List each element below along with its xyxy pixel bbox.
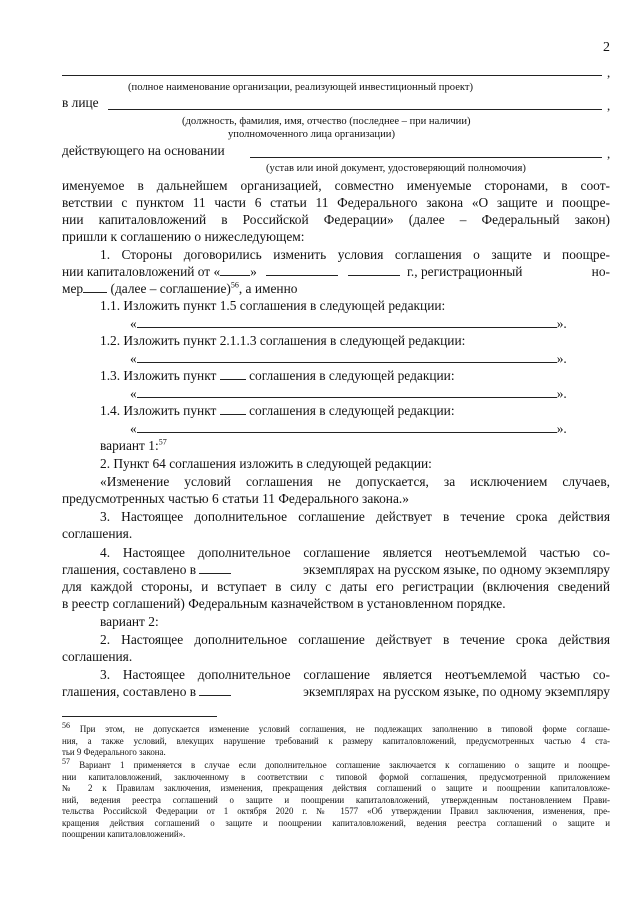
basis-field [250,157,602,158]
footnote-56: $^{56}$ При этом, не допускается изменение условий соглашения, не подлежащих заполнению в типовой форме соглаше- ния, а также условий, влекущих нарушение требований к размеру капиталовложений, предусмотренных частью 4 ста- тьи 9 Федерального закона. [62,721,610,757]
person-caption-2: уполномоченного лица организации) [228,129,395,140]
page-number: 2 [603,40,610,55]
v2-p3-line-2: глашения, составлено в экземплярах на русском языке, по одному экземпляру [62,684,610,699]
copies-count-field [199,684,231,696]
v1-p4-line-3: для каждой стороны, и вступает в силу с даты его регистрации (включения сведений [62,579,610,594]
org-name-field [62,75,602,76]
registration-number-field [83,281,107,293]
person-caption-1: (должность, фамилия, имя, отчество (последнее – при наличии) [182,116,471,127]
subitem-1-2: 1.2. Изложить пункт 2.1.1.3 соглашения в следующей редакции: [100,333,466,348]
clause-number-field [220,403,246,415]
v2-p3-line-1: 3. Настоящее дополнительное соглашение является неотъемлемой частью со- [100,667,610,682]
p1-line-1: 1. Стороны договорились изменить условия соглашения о защите и поощре- [100,247,610,262]
v1-p3-line-2: соглашения. [62,526,133,541]
document-page: 2 , (полное наименование организации, реализующей инвестиционный проект) в лице , (должность, фамилия, имя, отчество (последнее – при наличии) уполномоченного лица организации) действующего на основании , (устав или иной документ, удостоверяющий полномочия) именуемое в дальнейшем организацией, совместно именуемые сторонами, в соот- ветствии с пунктом 11 части 6 статьи 11 Федерального закона «О защите и поощре- нии капиталовложений в Российской Федерации» (далее – Федеральный закон) пришли к соглашению о нижеследующем: 1. Стороны договорились изменить условия соглашения о защите и поощре- нии капиталовложений от « » г., регистрационный но- мер (далее – соглашение)$^{56}$, а именно 1.1. Изложить пункт 1.5 соглашения в следующей редакции: « ». 1.2. Изложить пункт 2.1.1.3 соглашения в следующей редакции: « ». 1.3. Изложить пункт соглашения в следующей редакции: « ». 1.4. Изложить пункт соглашения в следующей редакции: « ». вариант 1:$^{57}$ 2. Пункт 64 соглашения изложить в следующей редакции: «Изменение условий соглашения не допускается, за исключением случаев, предусмотренных частью 6 статьи 11 Федерального закона.» 3. Настоящее дополнительное соглашение действует в течение срока действия соглашения. 4. Настоящее дополнительное соглашение является неотъемлемой частью со- глашения, составлено в экземплярах на русском языке, по одному экземпляру для каждой стороны, и вступает в силу с даты его регистрации (включения сведений в реестр соглашений) Федеральным казначейством в установленном порядке. вариант 2: 2. Настоящее дополнительное соглашение действует в течение срока действия соглашения. 3. Настоящее дополнительное соглашение является неотъемлемой частью со- глашения, составлено в экземплярах на русском языке, по одному экземпляру $^{56}$ При этом, не допускается изменение условий соглашения, не подлежащих заполнению в типовой форме соглаше- ния, а также условий, влекущих нарушение требований к размеру капиталовложений, предусмотренных частью 4 ста- тьи 9 Федерального закона. $^{57}$ Вариант 1 применяется в случае если дополнительное соглашение заключается к соглашению о защите и поощре- нии капиталовложений, заключенному в соответствии с типовой формой соглашения, предусмотренной приложением № 2 к Правилам заключения, изменения, прекращения действия соглашений о защите и поощрении капиталовложе- ний, ведения реестра соглашений о защите и поощрении капиталовложений, утвержденным постановлением Прави- тельства Российской Федерации от 1 октября 2020 г. № 1577 «Об утверждении Правил заключения, изменения, пре- кращения действия соглашений о защите и поощрении капиталовложений, ведения реестра соглашений о защите и поощрении капиталовложений». [62,40,611,839]
v1-p3-line-1: 3. Настоящее дополнительное соглашение действует в течение срока действия [100,509,610,524]
org-caption: (полное наименование организации, реализующей инвестиционный проект) [128,82,474,93]
year-field [348,264,400,276]
month-field [266,264,338,276]
intro-line-3: нии капиталовложений в Российской Федерации» (далее – Федеральный закон) [62,212,610,227]
p1-line-3: мер (далее – соглашение)$^{56}$, а именно [62,280,298,296]
footnote-57: $^{57}$ Вариант 1 применяется в случае если дополнительное соглашение заключается к соглашению о защите и поощре- нии капиталовложений, заключенному в соответствии с типовой формой соглашения, предусмотренной приложением № 2 к Правилам заключения, изменения, прекращения действия соглашений о защите и поощрении капиталовложе- ний, ведения реестра соглашений о защите и поощрении капиталовложений, утвержденным постановлением Прави- тельства Российской Федерации от 1 октября 2020 г. № 1577 «Об утверждении Правил заключения, изменения, пре- кращения действия соглашений о защите и поощрении капиталовложений, ведения реестра соглашений о защите и поощрении капиталовложений». [62,757,610,839]
copies-count-field [199,562,231,574]
v1-p2-line-3: предусмотренных частью 6 статьи 11 Федерального закона.» [62,491,409,506]
basis-label: действующего на основании [62,143,225,158]
intro-line-2: ветствии с пунктом 11 части 6 статьи 11 Федерального закона «О защите и поощре- [62,195,610,210]
clause-number-field [220,368,246,380]
subitem-1-1: 1.1. Изложить пункт 1.5 соглашения в следующей редакции: [100,298,446,313]
variant-1-label: вариант 1:$^{57}$ [100,437,167,453]
p1-line-2: нии капиталовложений от « » г., регистрационный но- [62,264,610,279]
v1-p4-line-2: глашения, составлено в экземплярах на русском языке, по одному экземпляру [62,562,610,577]
footnote-separator [62,716,217,717]
v1-p4-line-1: 4. Настоящее дополнительное соглашение является неотъемлемой частью со- [100,545,610,560]
variant-2-label: вариант 2: [100,614,159,629]
intro-line-1: именуемое в дальнейшем организацией, совместно именуемые сторонами, в соот- [62,178,610,193]
subitem-1-4: 1.4. Изложить пункт соглашения в следующей редакции: [100,403,455,418]
redaction-1-2: « ». [130,351,567,366]
redaction-1-4: « ». [130,421,567,436]
in-person-label: в лице [62,95,99,110]
intro-line-4: пришли к соглашению о нижеследующем: [62,229,305,244]
v2-p2-line-1: 2. Настоящее дополнительное соглашение действует в течение срока действия [100,632,610,647]
person-field [108,109,602,110]
v1-p2-line-2: «Изменение условий соглашения не допускается, за исключением случаев, [100,474,610,489]
subitem-1-3: 1.3. Изложить пункт соглашения в следующей редакции: [100,368,455,383]
day-field [220,264,250,276]
v2-p2-line-2: соглашения. [62,649,133,664]
redaction-1-3: « ». [130,386,567,401]
redaction-1-1: « ». [130,316,567,331]
v1-p2-line-1: 2. Пункт 64 соглашения изложить в следующей редакции: [100,456,432,471]
basis-caption: (устав или иной документ, удостоверяющий полномочия) [266,163,526,174]
v1-p4-line-4: в реестр соглашений) Федеральным казначейством в установленном порядке. [62,596,506,611]
